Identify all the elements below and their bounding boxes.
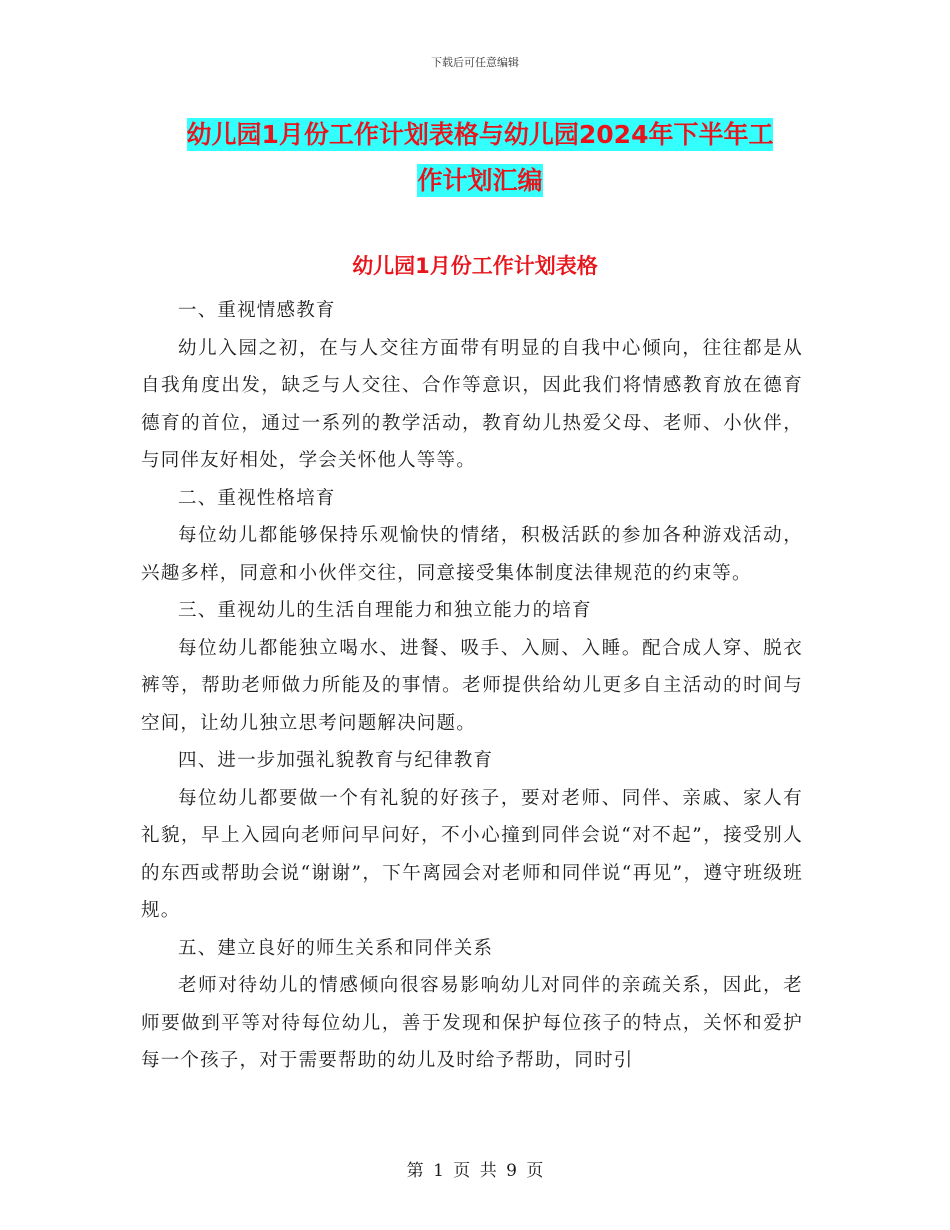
paragraph-teacher-peer-relations: 老师对待幼儿的情感倾向很容易影响幼儿对同伴的亲疏关系，因此，老师要做到平等对待每位幼儿，善于发现和保护每位孩子的特点，关怀和爱护每一个孩子，对于需要帮助的幼儿及时给予帮助，同时引: [141, 975, 803, 1071]
document-title-line-2: 作计划汇编: [417, 166, 543, 195]
document-title: [150, 112, 810, 204]
heading-character-cultivation: 二、重视性格培育: [178, 487, 336, 509]
heading-teacher-peer-relations: 五、建立良好的师生关系和同伴关系: [178, 937, 494, 959]
heading-emotional-education: 一、重视情感教育: [178, 300, 336, 321]
document-body: [141, 292, 803, 1080]
heading-self-care-ability: 三、重视幼儿的生活自理能力和独立能力的培育: [178, 600, 592, 621]
heading-etiquette-discipline: 四、进一步加强礼貌教育与纪律教育: [178, 750, 494, 771]
section-title: 幼儿园1月份工作计划表格: [352, 254, 598, 278]
page-footer: 第 1 页 共 9 页: [406, 1161, 544, 1181]
paragraph-emotional-education: 幼儿入园之初，在与人交往方面带有明显的自我中心倾向，往往都是从自我角度出发，缺乏与人交往、合作等意识，因此我们将情感教育放在德育德育的首位，通过一系列的教学活动，教育幼儿热爱父母、老师、小伙伴，与同伴友好相处，学会关怀他人等等。: [141, 337, 803, 471]
paragraph-self-care-ability: 每位幼儿都能独立喝水、进餐、吸手、入厕、入睡。配合成人穿、脱衣裤等，帮助老师做力所能及的事情。老师提供给幼儿更多自主活动的时间与空间，让幼儿独立思考问题解决问题。: [141, 637, 803, 734]
page-header: 下载后可任意编辑: [431, 56, 519, 69]
document-title-line-1: 幼儿园1月份工作计划表格与幼儿园2024年下半年工: [186, 120, 774, 149]
paragraph-etiquette-discipline: 每位幼儿都要做一个有礼貌的好孩子，要对老师、同伴、亲戚、家人有礼貌，早上入园向老师问早问好，不小心撞到同伴会说“对不起”，接受别人的东西或帮助会说“谢谢”，下午离园会对老师和同伴说“再见”，遵守班级班规。: [141, 787, 803, 921]
paragraph-character-cultivation: 每位幼儿都能够保持乐观愉快的情绪，积极活跃的参加各种游戏活动，兴趣多样，同意和小伙伴交往，同意接受集体制度法律规范的约束等。: [141, 525, 803, 584]
